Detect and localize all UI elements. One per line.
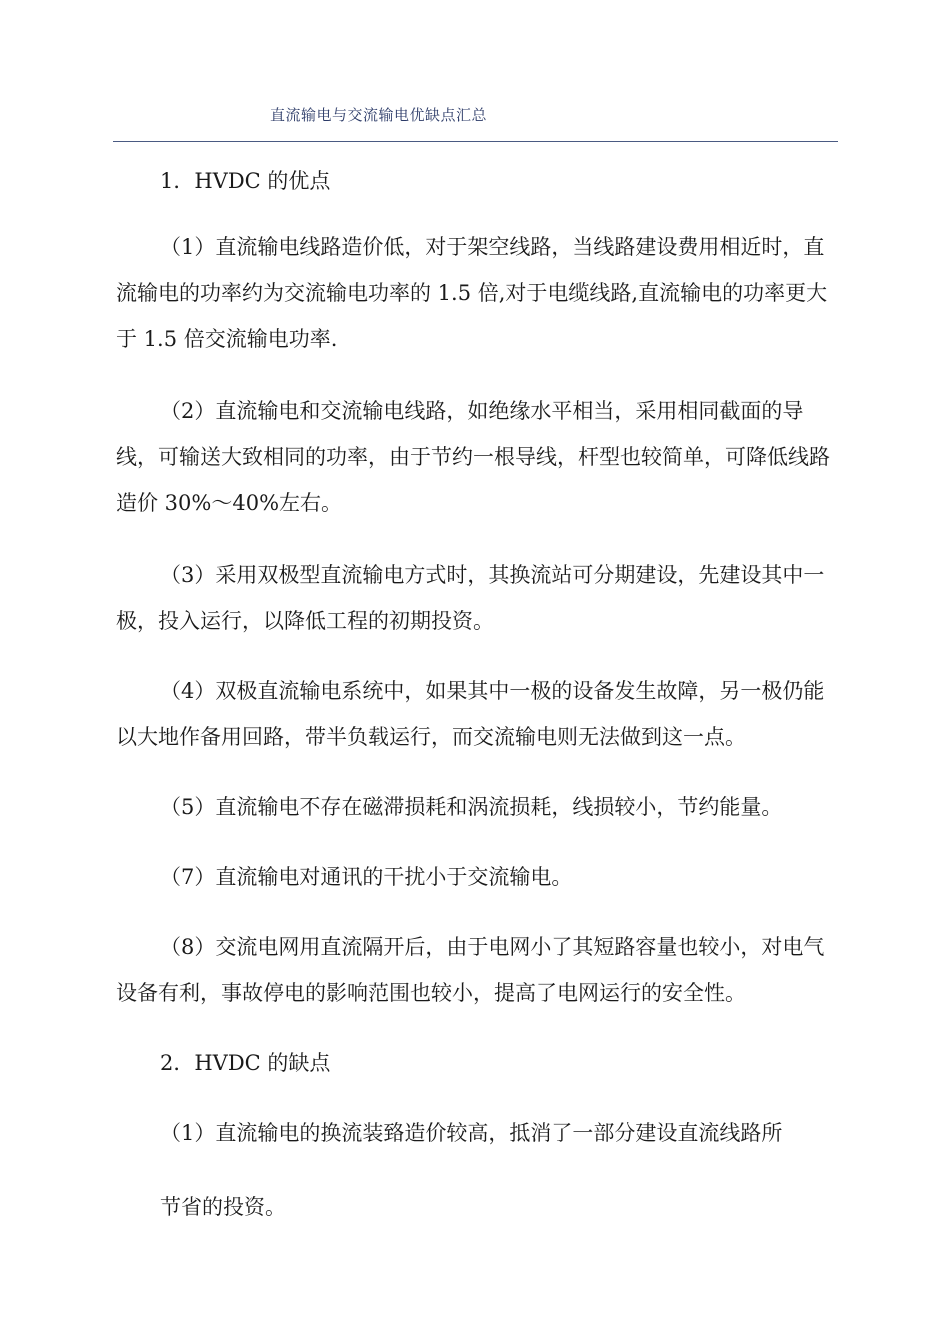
paragraph: （8）交流电网用直流隔开后，由于电网小了其短路容量也较小，对电气设备有利，事故停电的影响范围也较小，提高了电网运行的安全性。 [116, 935, 825, 1005]
paragraph: （2）直流输电和交流输电线路，如绝缘水平相当，采用相同截面的导线，可输送大致相同的功率，由于节约一根导线，杆型也较简单，可降低线路造价 30%～40%左右。 [116, 399, 830, 515]
paragraph-continuation: 节省的投资。 [160, 1195, 286, 1219]
header-divider [113, 141, 838, 142]
paragraph: （1）直流输电的换流装臵造价较高，抵消了一部分建设直流线路所 [160, 1121, 783, 1145]
paragraph: （5）直流输电不存在磁滞损耗和涡流损耗，线损较小，节约能量。 [160, 795, 783, 819]
page-header-title: 直流输电与交流输电优缺点汇总 [270, 106, 488, 124]
paragraph: （3）采用双极型直流输电方式时，其换流站可分期建设，先建设其中一极，投入运行，以降低工程的初期投资。 [116, 563, 825, 633]
section-heading-disadvantages: 2．HVDC 的缺点 [160, 1051, 331, 1075]
paragraph: （7）直流输电对通讯的干扰小于交流输电。 [160, 865, 573, 889]
document-body [116, 166, 840, 1230]
section-heading-advantages: 1．HVDC 的优点 [160, 169, 331, 193]
paragraph: （4）双极直流输电系统中，如果其中一极的设备发生故障，另一极仍能以大地作备用回路，带半负载运行，而交流输电则无法做到这一点。 [116, 679, 825, 749]
paragraph: （1）直流输电线路造价低，对于架空线路，当线路建设费用相近时，直流输电的功率约为交流输电功率的 1.5 倍,对于电缆线路,直流输电的功率更大于 1.5 倍交流输电功率. [116, 235, 828, 351]
